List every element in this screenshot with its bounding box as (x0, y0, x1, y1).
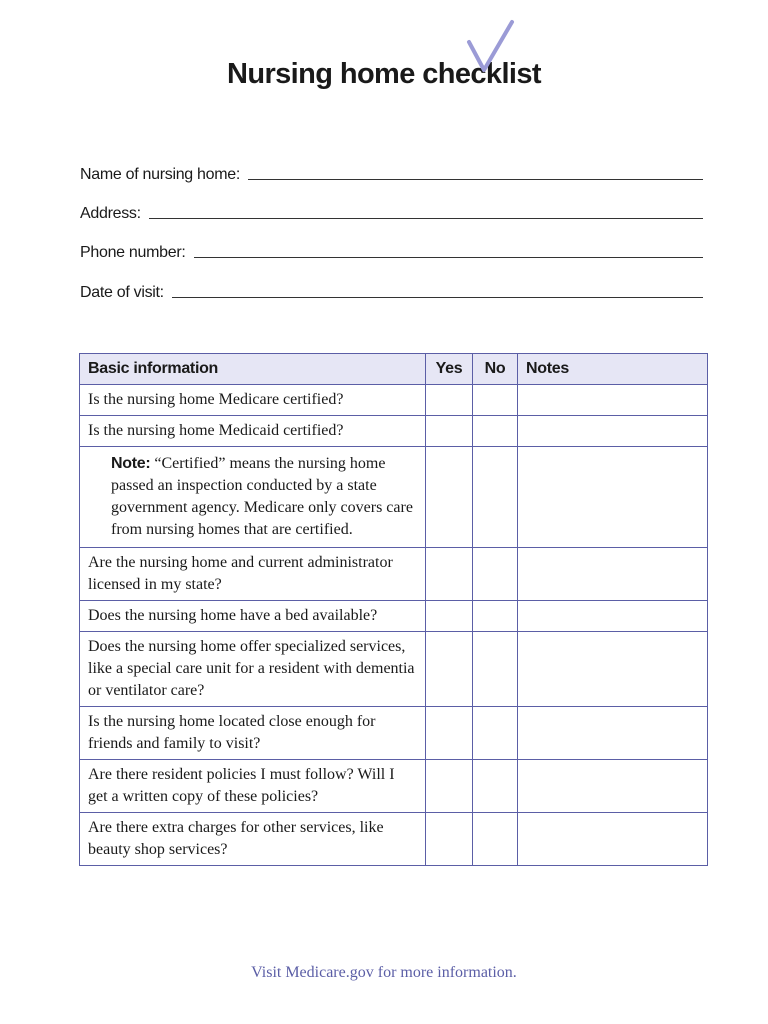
nursing-home-name-field[interactable] (80, 166, 703, 184)
note-label: Note: (111, 455, 151, 472)
yes-cell[interactable] (426, 385, 473, 416)
table-row (80, 632, 708, 707)
phone-number-label: Phone number: (80, 244, 186, 261)
table-row (80, 447, 708, 548)
notes-cell[interactable] (518, 707, 708, 760)
notes-cell[interactable] (518, 416, 708, 447)
question-cell: Are there resident policies I must follow? Will I get a written copy of these policies? (80, 760, 426, 813)
phone-number-line[interactable] (194, 257, 703, 258)
notes-cell[interactable] (518, 385, 708, 416)
table-row (80, 416, 708, 447)
yes-cell[interactable] (426, 601, 473, 632)
nursing-home-name-label: Name of nursing home: (80, 166, 241, 183)
notes-cell[interactable] (518, 447, 708, 548)
page-title: Nursing home checklist (227, 58, 541, 90)
yes-cell[interactable] (426, 760, 473, 813)
note-cell (80, 447, 426, 548)
phone-number-field[interactable] (80, 244, 703, 262)
address-label: Address: (80, 205, 141, 222)
table-row (80, 707, 708, 760)
table-row (80, 813, 708, 866)
no-cell[interactable] (473, 447, 518, 548)
nursing-home-name-line[interactable] (248, 179, 703, 180)
notes-cell[interactable] (518, 760, 708, 813)
date-of-visit-field[interactable] (80, 284, 703, 302)
table-row (80, 548, 708, 601)
no-cell[interactable] (473, 601, 518, 632)
yes-cell[interactable] (426, 632, 473, 707)
notes-cell[interactable] (518, 548, 708, 601)
yes-cell[interactable] (426, 707, 473, 760)
yes-cell[interactable] (426, 416, 473, 447)
question-cell: Does the nursing home have a bed available? (80, 601, 426, 632)
notes-cell[interactable] (518, 601, 708, 632)
no-cell[interactable] (473, 385, 518, 416)
table-row (80, 385, 708, 416)
checkmark-icon (466, 18, 516, 76)
question-cell: Is the nursing home Medicare certified? (80, 385, 426, 416)
yes-cell[interactable] (426, 447, 473, 548)
question-cell: Are the nursing home and current administrator licensed in my state? (80, 548, 426, 601)
no-cell[interactable] (473, 416, 518, 447)
address-field[interactable] (80, 205, 703, 223)
notes-cell[interactable] (518, 632, 708, 707)
note-text: “Certified” means the nursing home passed an inspection conducted by a state government agency. Medicare only covers care from nursing homes that are certified. (111, 455, 413, 538)
table-row (80, 601, 708, 632)
no-cell[interactable] (473, 707, 518, 760)
address-line[interactable] (149, 218, 703, 219)
yes-cell[interactable] (426, 813, 473, 866)
no-cell[interactable] (473, 760, 518, 813)
question-cell: Is the nursing home Medicaid certified? (80, 416, 426, 447)
question-cell: Is the nursing home located close enough for friends and family to visit? (80, 707, 426, 760)
yes-cell[interactable] (426, 548, 473, 601)
question-cell: Does the nursing home offer specialized services, like a special care unit for a resident with dementia or ventilator care? (80, 632, 426, 707)
notes-cell[interactable] (518, 813, 708, 866)
table-header-row (80, 354, 708, 385)
title-area (0, 58, 768, 91)
footer-text: Visit Medicare.gov for more information. (251, 964, 517, 981)
question-cell: Are there extra charges for other services, like beauty shop services? (80, 813, 426, 866)
header-basic-information: Basic information (80, 354, 426, 385)
header-notes: Notes (518, 354, 708, 385)
table-row (80, 760, 708, 813)
date-of-visit-line[interactable] (172, 297, 703, 298)
header-yes: Yes (426, 354, 473, 385)
no-cell[interactable] (473, 548, 518, 601)
header-no: No (473, 354, 518, 385)
no-cell[interactable] (473, 632, 518, 707)
date-of-visit-label: Date of visit: (80, 284, 164, 301)
no-cell[interactable] (473, 813, 518, 866)
basic-information-table (79, 353, 708, 866)
